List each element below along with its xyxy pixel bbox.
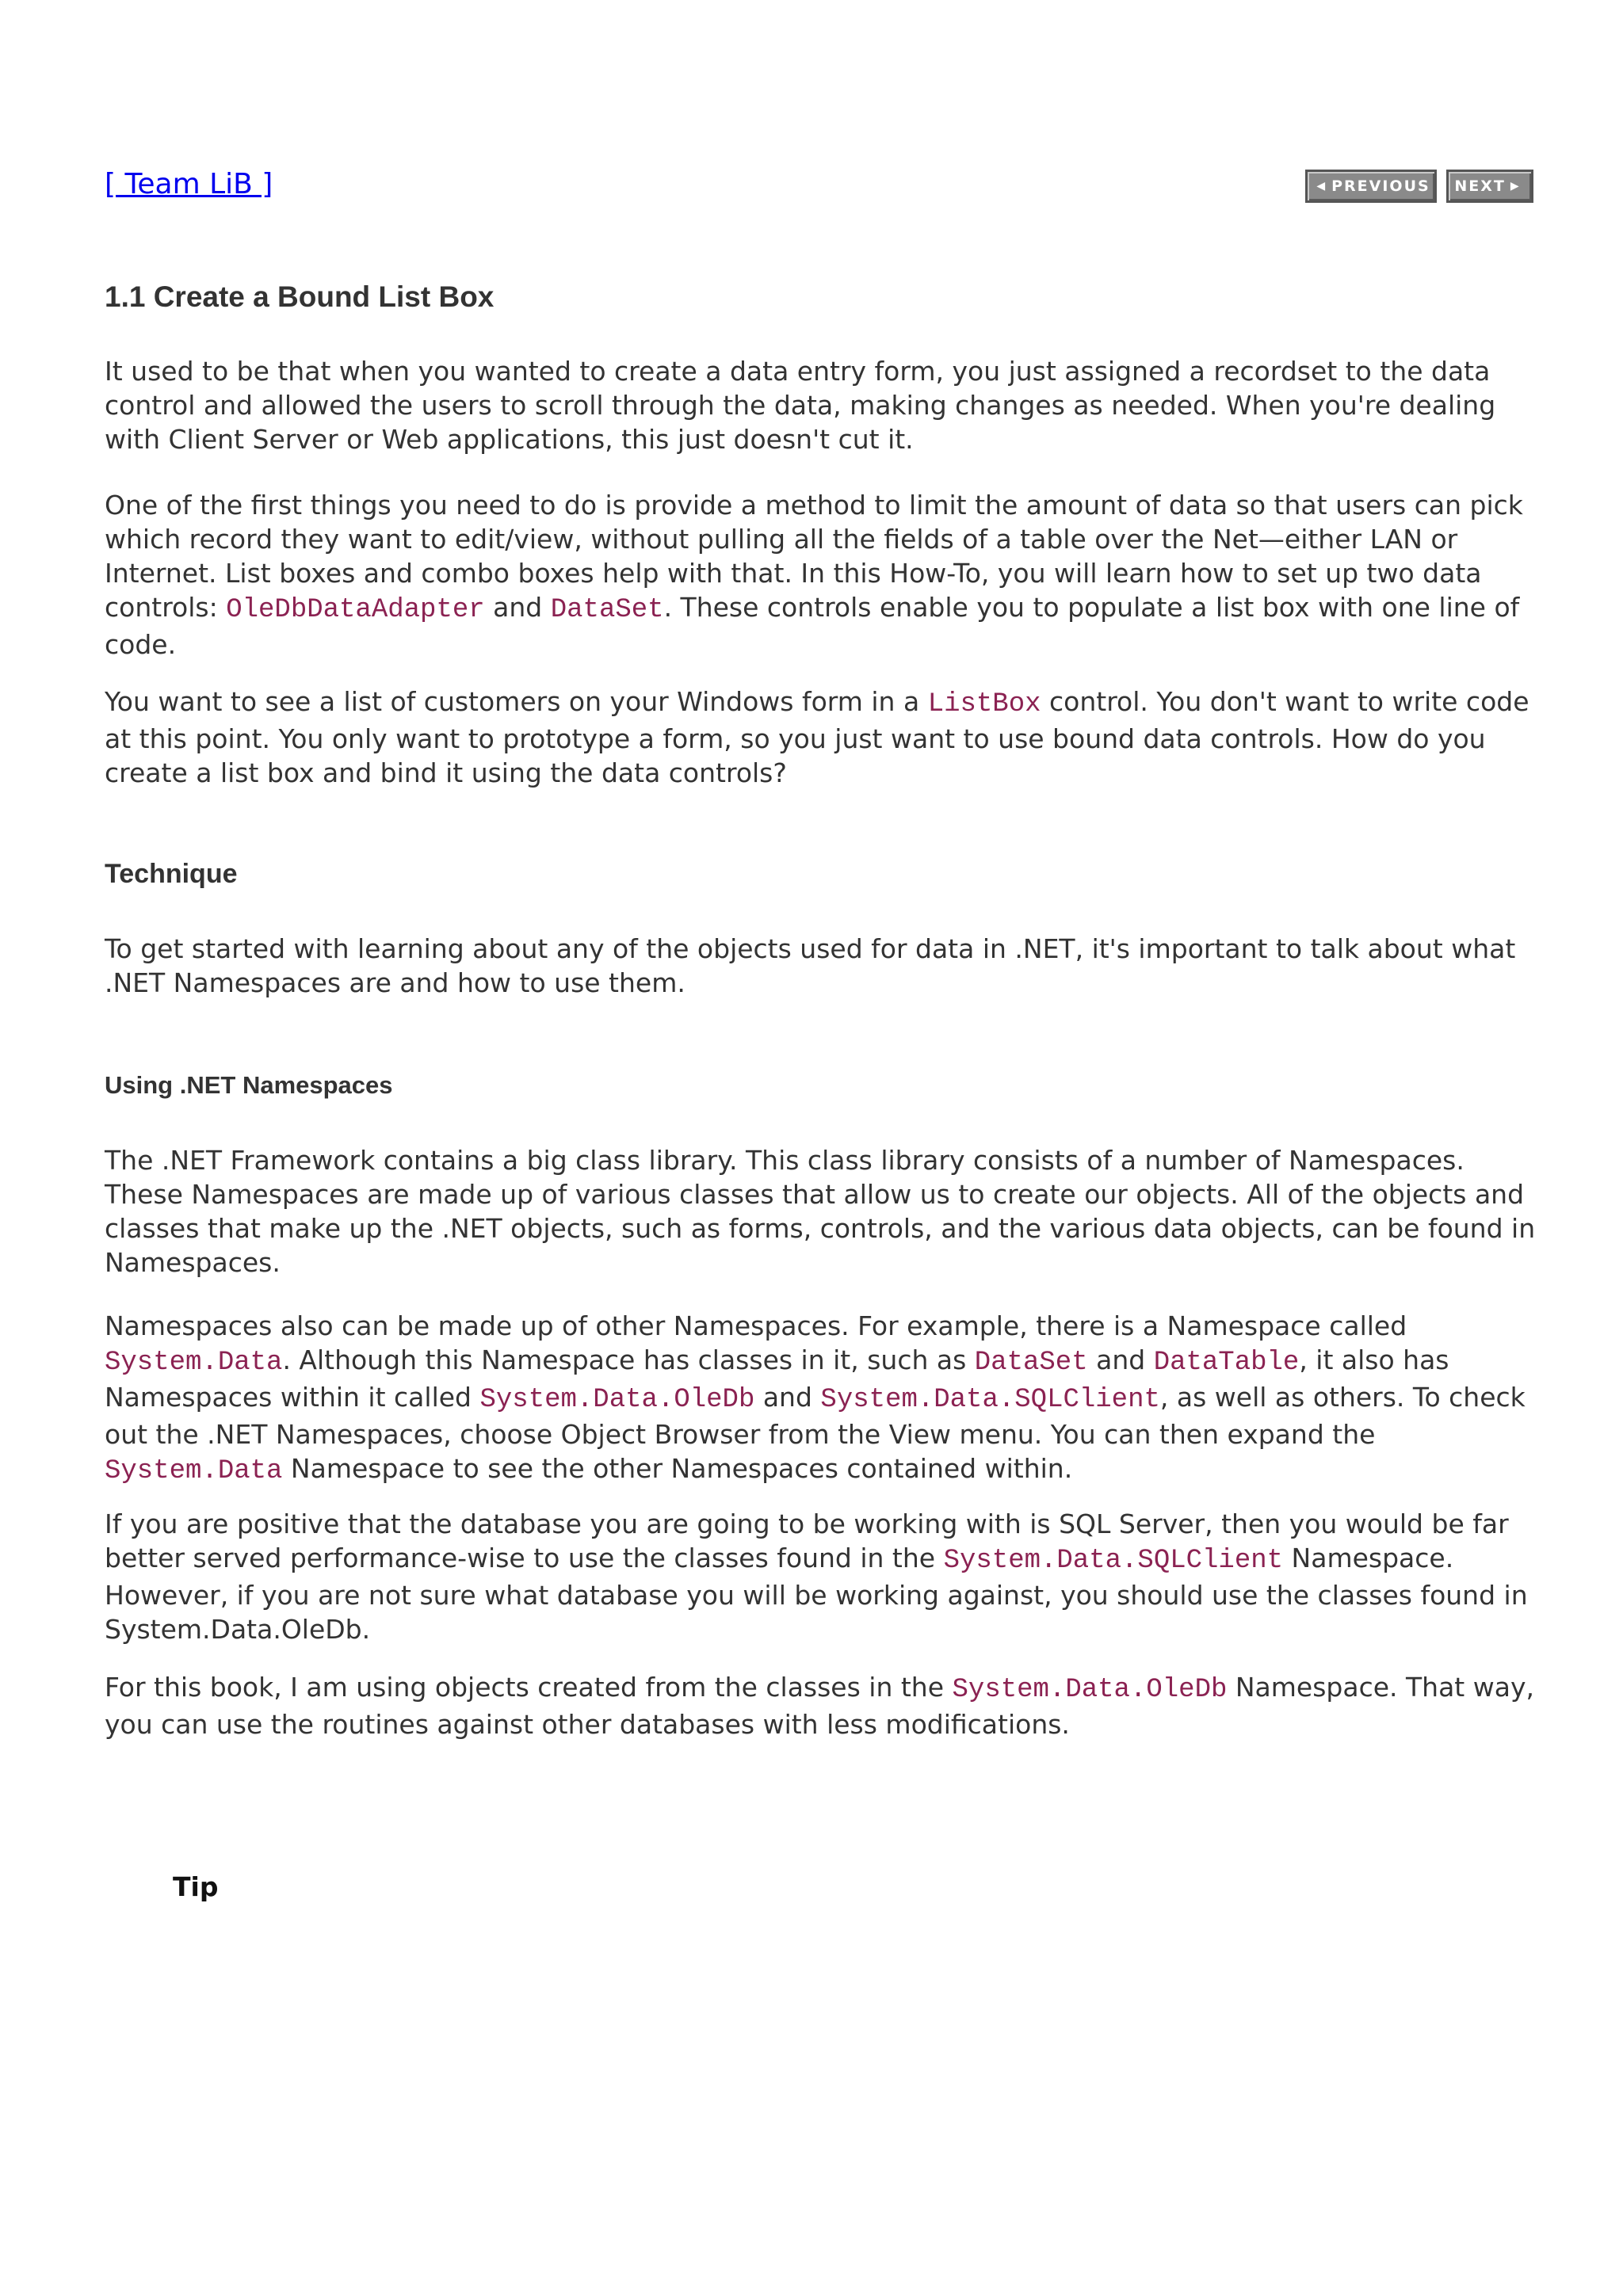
code-listbox: ListBox [927, 689, 1041, 719]
namespaces-heading: Using .NET Namespaces [105, 1071, 393, 1099]
text: For this book, I am using objects created from the classes in the [105, 1672, 953, 1703]
section-title: 1.1 Create a Bound List Box [105, 280, 495, 313]
code-system-data-sqlclient: System.Data.SQLClient [820, 1385, 1160, 1415]
top-navigation [105, 168, 1531, 203]
text: Namespaces also can be made up of other Namespaces. For example, there is a Namespace called [105, 1310, 1407, 1341]
arrow-right-icon: ▶ [1510, 180, 1521, 193]
text: and [484, 592, 551, 623]
text: and [754, 1382, 821, 1413]
text: and [1087, 1344, 1154, 1375]
paragraph-namespaces [105, 1309, 1539, 1489]
team-lib-link[interactable]: [ Team LiB ] [105, 168, 273, 200]
text: Namespace to see the other Namespaces contained within. [282, 1453, 1073, 1484]
technique-heading: Technique [105, 859, 238, 889]
code-system-data: System.Data [105, 1348, 283, 1378]
previous-button[interactable] [1305, 170, 1437, 203]
text: . These controls enable you to populate a list box with one line of code. [105, 592, 1520, 660]
next-label: NEXT [1454, 177, 1506, 195]
code-system-data-oledb: System.Data.OleDb [479, 1385, 755, 1415]
text: Namespace. That way, you can use the routines against other databases with less modifications. [105, 1672, 1534, 1740]
previous-label: PREVIOUS [1331, 177, 1430, 195]
paragraph-oledb [105, 1670, 1539, 1741]
paragraph-listbox [105, 685, 1539, 790]
paragraph-sql-server [105, 1507, 1539, 1646]
code-dataset: DataSet [550, 595, 664, 625]
text: , it also has Namespaces within it called [105, 1344, 1449, 1413]
text: If you are positive that the database you are going to be working with is SQL Server, then you would be far better served performance-wise to use the classes found in the [105, 1508, 1509, 1573]
paragraph-framework: The .NET Framework contains a big class library. This class library consists of a number of Namespaces. These Namespaces are made up of various classes that allow us to create our objects. All of the objects and classes that make up the .NET objects, such as forms, controls, and the various data objects, can be found in Namespaces. [105, 1145, 1536, 1278]
tip-label: Tip [173, 1871, 219, 1902]
paragraph-limit-data [105, 488, 1539, 662]
code-system-data: System.Data [105, 1456, 283, 1486]
code-system-data-sqlclient: System.Data.SQLClient [943, 1546, 1284, 1576]
text: One of the first things you need to do is provide a method to limit the amount of data so that users can pick which record they want to edit/view, without pulling all the fields of a table over the Net—either LAN or Internet. List boxes and combo boxes help with that. In this How-To, you will learn how to set up two data controls: [105, 490, 1523, 623]
code-system-data-oledb: System.Data.OleDb [952, 1675, 1228, 1705]
paragraph-technique: To get started with learning about any of the objects used for data in .NET, it's important to talk about what .NET Namespaces are and how to use them. [105, 933, 1516, 998]
code-oledbdataadapter: OleDbDataAdapter [226, 595, 485, 625]
code-datatable: DataTable [1153, 1348, 1300, 1378]
text: , as well as others. To check out the .NET Namespaces, choose Object Browser from the View menu. You can then expand the [105, 1382, 1526, 1450]
pager-buttons [1305, 170, 1533, 203]
arrow-left-icon: ◀ [1316, 180, 1327, 193]
paragraph-intro: It used to be that when you wanted to create a data entry form, you just assigned a recordset to the data control and allowed the users to scroll through the data, making changes as needed. When you're dealing with Client Server or Web applications, this just doesn't cut it. [105, 356, 1496, 455]
text: . Although this Namespace has classes in it, such as [282, 1344, 975, 1375]
next-button[interactable] [1446, 170, 1533, 203]
text: control. You don't want to write code at this point. You only want to prototype a form, so you just want to use bound data controls. How do you create a list box and bind it using the data controls? [105, 686, 1529, 788]
text: You want to see a list of customers on your Windows form in a [105, 686, 928, 717]
text: Namespace. However, if you are not sure what database you will be working against, you should use the classes found in System.Data.OleDb. [105, 1543, 1528, 1645]
code-dataset: DataSet [974, 1348, 1088, 1378]
